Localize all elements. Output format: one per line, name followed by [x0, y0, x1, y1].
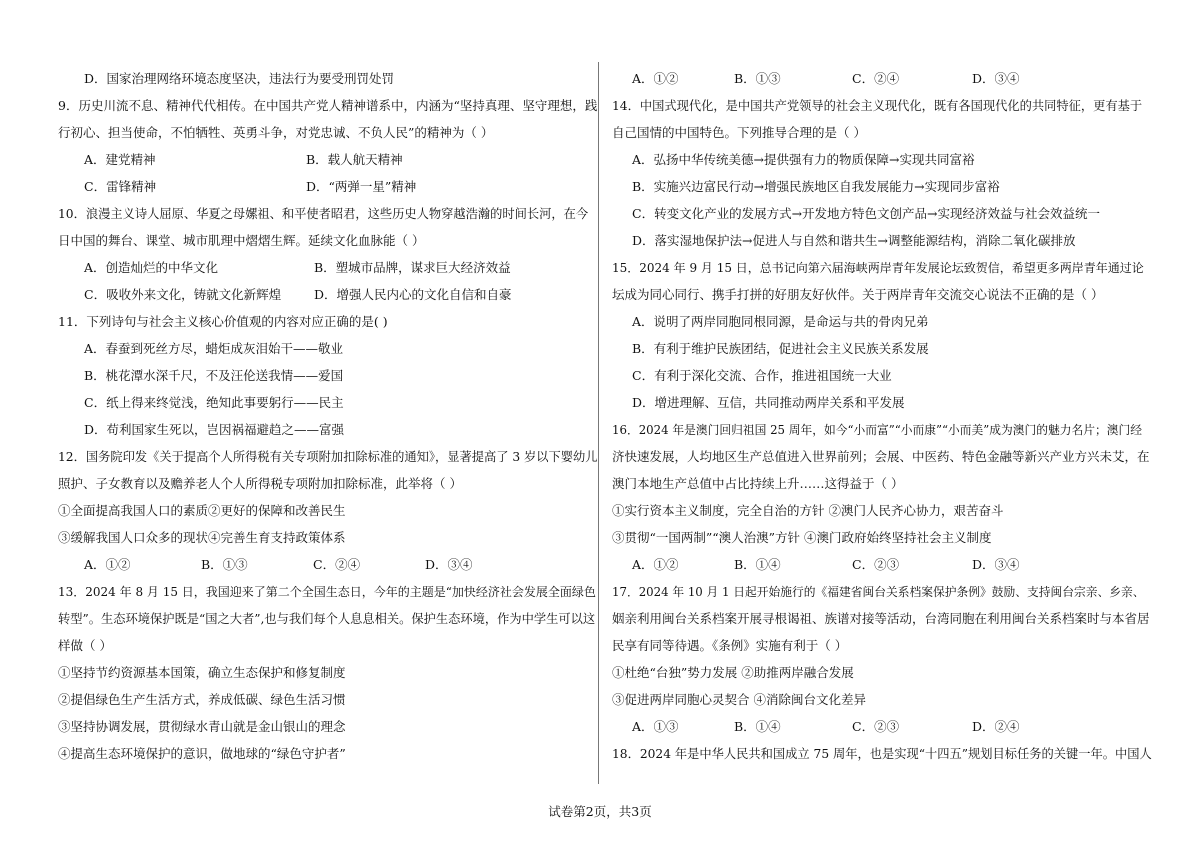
q15-option-d: D．增进理解、互信，共同推动两岸关系和平发展: [632, 395, 905, 410]
q12-option-a: A．①②: [84, 557, 131, 572]
q11-option-c: C．纸上得来终觉浅，绝知此事要躬行——民主: [84, 395, 344, 410]
q15-stem-line2: 坛成为同心同行、携手打拼的好朋友好伙伴。关于两岸青年交流交心说法不正确的是（ ）: [612, 287, 1104, 302]
q15-option-a: A．说明了两岸同胞同根同源，是命运与共的骨肉兄弟: [632, 314, 929, 329]
q17-options: [612, 719, 1152, 735]
q12-statements-2: ③缓解我国人口众多的现状④完善生育支持政策体系: [58, 530, 346, 545]
q11-option-d: D．苟利国家生死以，岂因祸福避趋之——富强: [84, 422, 345, 437]
q14-option-a: A．弘扬中华传统美德→提供强有力的物质保障→实现共同富裕: [632, 152, 975, 167]
q17-option-b: B．①④: [734, 719, 781, 734]
q13-option-c: C．②④: [852, 71, 900, 86]
q17-option-a: A．①③: [632, 719, 679, 734]
q13-option-a: A．①②: [632, 71, 679, 86]
q16-option-b: B．①④: [734, 557, 781, 572]
q14-stem-line1: 14．中国式现代化，是中国共产党领导的社会主义现代化，既有各国现代化的共同特征，更有基于: [612, 99, 1143, 113]
q13-stem-line2: 转型”。生态环境保护既是“国之大者”,也与我们每个人息息相关。保护生态环境，作为中学生可以这: [58, 612, 596, 626]
q16-option-d: D．③④: [972, 557, 1020, 572]
q9-options-row2: [58, 179, 598, 195]
q11-option-a: A．春蚕到死丝方尽，蜡炬成灰泪始干——敬业: [84, 341, 344, 356]
q17-stem-line1: 17．2024 年 10 月 1 日起开始施行的《福建省闽台关系档案保护条例》鼓励、支持闽台宗亲、乡亲、: [612, 585, 1145, 599]
q16-option-c: C．②③: [852, 557, 900, 572]
q13-options: [612, 71, 1152, 87]
q13-stem-line1: 13．2024 年 8 月 15 日，我国迎来了第二个全国生态日，今年的主题是“加快经济社会发展全面绿色: [58, 585, 596, 599]
q8-option-d: D．国家治理网络环境态度坚决，违法行为要受刑罚处罚: [84, 71, 395, 86]
page-footer: 试卷第2页，共3页: [548, 804, 652, 819]
q17-stem-line2: 姻亲利用闽台关系档案开展寻根谒祖、族谱对接等活动，台湾同胞在利用闽台关系档案时与本省居: [612, 611, 1150, 626]
q12-statements-1: ①全面提高我国人口的素质②更好的保障和改善民生: [58, 503, 346, 518]
q10-options-row2: [58, 287, 598, 303]
q9-options-row1: [58, 152, 598, 168]
q16-statements-2: ③贯彻“一国两制”“澳人治澳”方针 ④澳门政府始终坚持社会主义制度: [612, 530, 992, 545]
q10-option-c: C．吸收外来文化，铸就文化新辉煌: [84, 287, 282, 302]
q17-statements-2: ③促进两岸同胞心灵契合 ④消除闽台文化差异: [612, 692, 866, 707]
q16-option-a: A．①②: [632, 557, 679, 572]
q10-option-a: A．创造灿烂的中华文化: [84, 260, 219, 275]
q9-option-b: B．载人航天精神: [306, 152, 403, 167]
q9-option-a: A．建党精神: [84, 152, 156, 167]
q13-stem-line3: 样做（ ）: [58, 638, 112, 653]
q16-stem-line1: 16．2024 年是澳门回归祖国 25 周年，如今“小而富”“小而康”“小而美”成为澳门的魅力名片；澳门经: [612, 423, 1143, 437]
q12-options: [58, 557, 598, 573]
q11-option-b: B．桃花潭水深千尺，不及汪伦送我情——爱国: [84, 368, 344, 383]
q17-stem-line3: 民享有同等待遇。《条例》实施有利于（ ）: [612, 638, 848, 653]
q17-statements-1: ①杜绝“台独”势力发展 ②助推两岸融合发展: [612, 665, 854, 680]
q9-option-c: C．雷锋精神: [84, 179, 157, 194]
q12-option-c: C．②④: [313, 557, 361, 572]
q15-option-b: B．有利于维护民族团结，促进社会主义民族关系发展: [632, 341, 929, 356]
q11-stem: 11．下列诗句与社会主义核心价值观的内容对应正确的是( ): [58, 314, 388, 329]
q17-option-c: C．②③: [852, 719, 900, 734]
q13-statement-4: ④提高生态环境保护的意识，做地球的“绿色守护者”: [58, 746, 346, 761]
q16-stem-line3: 澳门本地生产总值中占比持续上升……这得益于（ ）: [612, 476, 904, 491]
q16-options: [612, 557, 1152, 573]
q14-option-c: C．转变文化产业的发展方式→开发地方特色文创产品→实现经济效益与社会效益统一: [632, 206, 1101, 221]
q13-option-d: D．③④: [972, 71, 1020, 86]
q10-options-row1: [58, 260, 598, 276]
q12-stem-line2: 照护、子女教育以及赡养老人个人所得税专项附加扣除标准，此举将（ ）: [58, 476, 462, 491]
q14-option-b: B．实施兴边富民行动→增强民族地区自我发展能力→实现同步富裕: [632, 179, 1000, 194]
q13-option-b: B．①③: [734, 71, 781, 86]
q10-stem-line1: 10．浪漫主义诗人屈原、华夏之母嫘祖、和平使者昭君，这些历史人物穿越浩瀚的时间长河，在今: [58, 207, 589, 221]
q13-statement-3: ③坚持协调发展，贯彻绿水青山就是金山银山的理念: [58, 719, 346, 734]
q9-stem-line2: 行初心、担当使命，不怕牺牲、英勇斗争，对党忠诚、不负人民”的精神为（ ）: [58, 125, 494, 140]
q12-option-b: B．①③: [201, 557, 248, 572]
q16-statements-1: ①实行资本主义制度，完全自治的方针 ②澳门人民齐心协力，艰苦奋斗: [612, 503, 1004, 518]
q16-stem-line2: 济快速发展，人均地区生产总值进入世界前列；会展、中医药、特色金融等新兴产业方兴未艾，在: [612, 449, 1150, 464]
q10-option-b: B．塑城市品牌，谋求巨大经济效益: [314, 260, 511, 275]
q15-option-c: C．有利于深化交流、合作，推进祖国统一大业: [632, 368, 892, 383]
q18-stem-line1: 18．2024 年是中华人民共和国成立 75 周年，也是实现“十四五”规划目标任务的关键一年。中国人: [612, 747, 1152, 761]
q12-stem-line1: 12．国务院印发《关于提高个人所得税有关专项附加扣除标准的通知》，显著提高了 3 岁以下婴幼儿: [58, 450, 598, 464]
q13-statement-1: ①坚持节约资源基本国策，确立生态保护和修复制度: [58, 665, 346, 680]
q15-stem-line1: 15．2024 年 9 月 15 日，总书记向第六届海峡两岸青年发展论坛致贺信，希望更多两岸青年通过论: [612, 261, 1144, 275]
q14-option-d: D．落实湿地保护法→促进人与自然和谐共生→调整能源结构，消除二氧化碳排放: [632, 233, 1076, 248]
q10-option-d: D．增强人民内心的文化自信和自豪: [314, 287, 512, 302]
q10-stem-line2: 日中国的舞台、课堂、城市肌理中熠熠生辉。延续文化血脉能（ ）: [58, 233, 425, 248]
column-divider: [598, 62, 599, 784]
q13-statement-2: ②提倡绿色生产生活方式，养成低碳、绿色生活习惯: [58, 692, 346, 707]
q9-option-d: D．“两弹一星”精神: [306, 179, 417, 194]
q17-option-d: D．②④: [972, 719, 1020, 734]
q9-stem-line1: 9．历史川流不息、精神代代相传。在中国共产党人精神谱系中，内涵为“坚持真理、坚守理想，践: [58, 98, 598, 113]
q14-stem-line2: 自己国情的中国特色。下列推导合理的是（ ）: [612, 125, 866, 140]
q12-option-d: D．③④: [425, 557, 473, 572]
